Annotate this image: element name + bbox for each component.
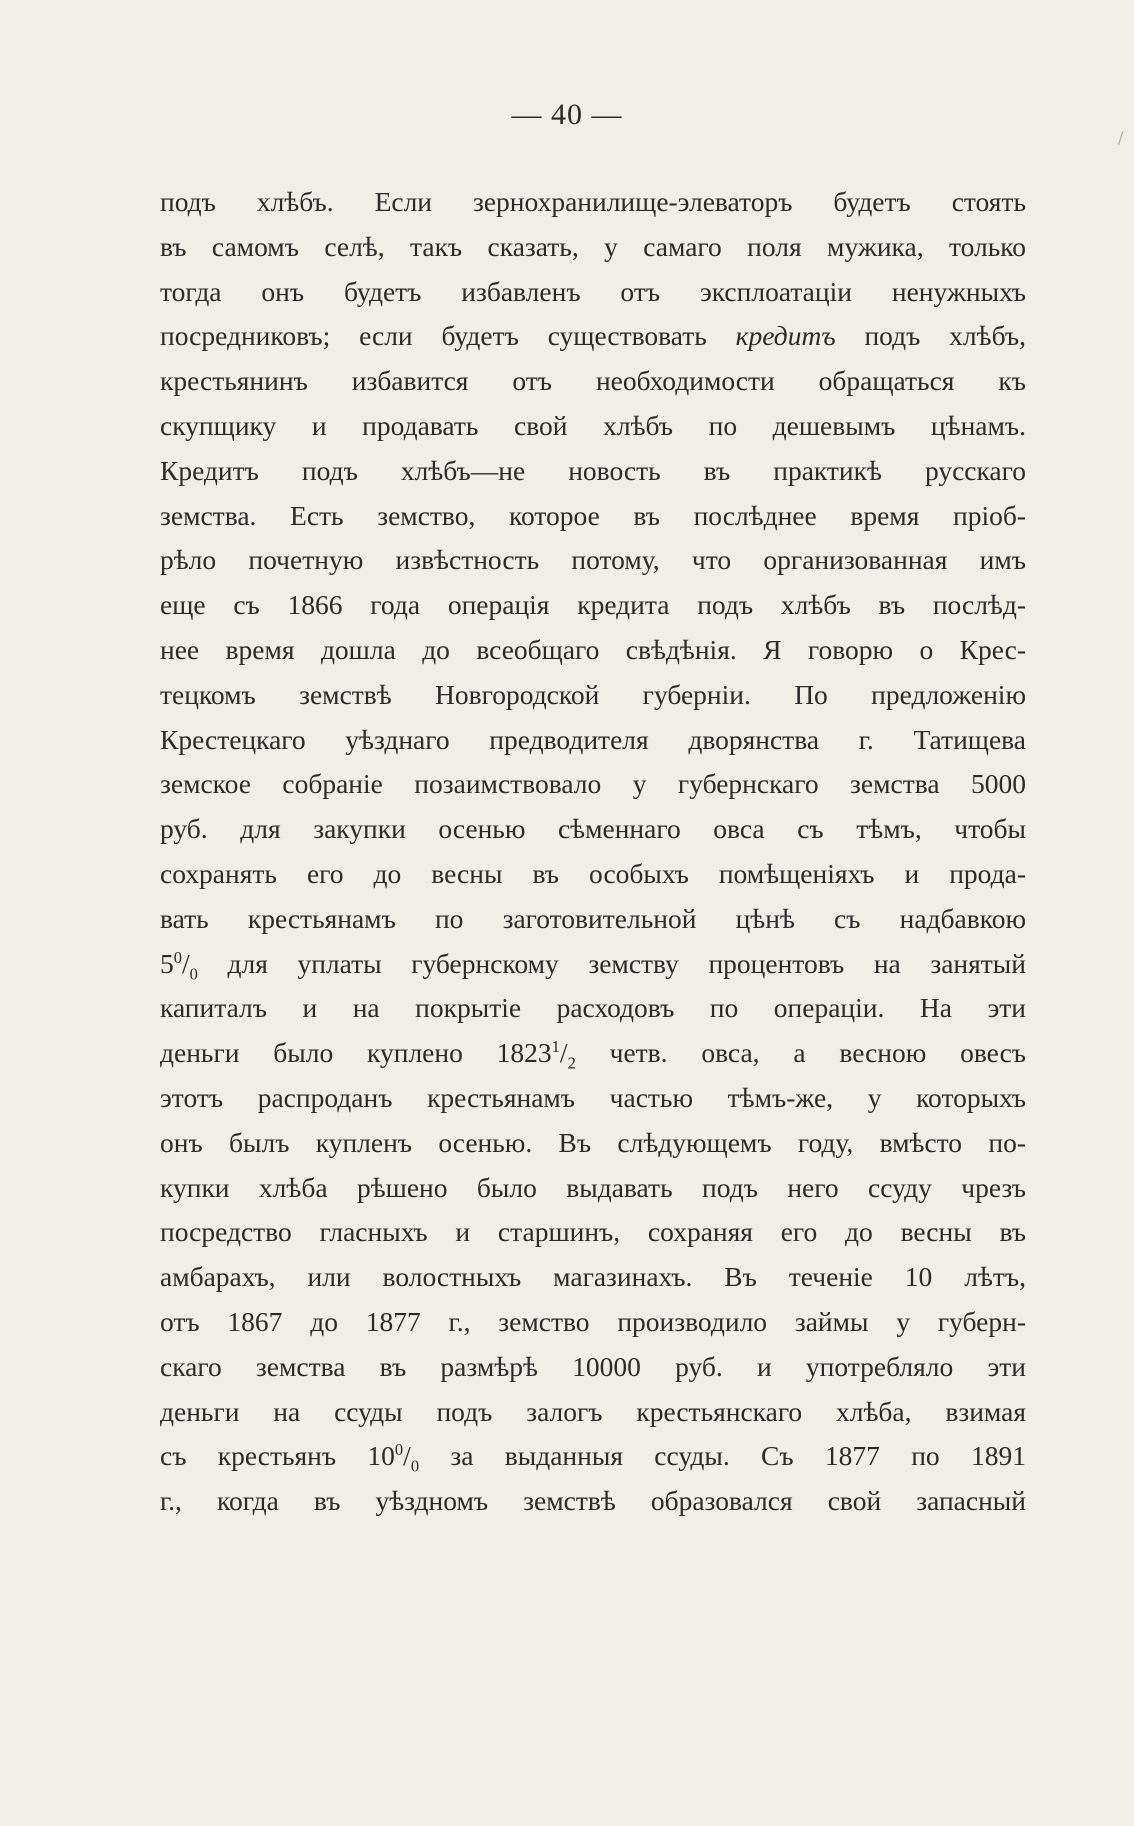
percent-superscript: 0 xyxy=(394,1440,404,1460)
text-line: нее время дошла до всеобщаго свѣдѣнія. Я говорю о Крес- xyxy=(160,633,1026,665)
text-segment: четв. овса, а весною овесъ xyxy=(575,1037,1026,1069)
text-line: крестьянинъ избавится отъ необходимости обращаться къ xyxy=(160,365,1026,397)
text-line: Крестецкаго уѣзднаго предводителя дворянства г. Татищева xyxy=(160,723,1026,755)
text-line: земства. Есть земство, которое въ послѣднее время пріоб- xyxy=(160,499,1026,531)
text-line: подъ хлѣбъ. Если зернохранилище-элеваторъ будетъ стоять xyxy=(160,186,1026,217)
text-line: капиталъ и на покрытіе расходовъ по операціи. На эти xyxy=(160,992,1026,1024)
percent-subscript: 0 xyxy=(189,964,198,984)
text-line: рѣло почетную извѣстность потому, что организованная имъ xyxy=(160,544,1026,576)
text-line: въ самомъ селѣ, такъ сказать, у самаго поля мужика, только xyxy=(160,230,1026,262)
percent-slash: / xyxy=(182,947,190,979)
text-line: отъ 1867 до 1877 г., земство производило займы у губерн- xyxy=(160,1305,1026,1337)
text-line: скупщику и продавать свой хлѣбъ по дешевымъ цѣнамъ. xyxy=(160,409,1026,441)
text-line: еще съ 1866 года операція кредита подъ хлѣбъ въ послѣд- xyxy=(160,589,1026,621)
percent-superscript: 0 xyxy=(173,947,182,967)
percent-slash: / xyxy=(403,1440,411,1472)
text-line xyxy=(160,1031,1026,1076)
text-segment: для уплаты губернскому земству процентовъ на занятый xyxy=(197,947,1026,979)
fraction-numerator: 1 xyxy=(551,1036,560,1056)
fraction-denominator: 2 xyxy=(567,1053,576,1073)
page-number: — 40 — xyxy=(511,98,623,131)
text-segment: за выданныя ссуды. Съ 1877 по 1891 xyxy=(419,1440,1026,1472)
text-line: амбарахъ, или волостныхъ магазинахъ. Въ теченіе 10 лѣтъ, xyxy=(160,1261,1026,1293)
text-line: земское собраніе позаимствовало у губернскаго земства 5000 xyxy=(160,768,1026,800)
text-line xyxy=(160,1434,1026,1479)
text-segment: деньги было куплено 1823 xyxy=(160,1037,552,1069)
scan-mark: / xyxy=(1118,128,1124,147)
text-segment: 5 xyxy=(160,947,174,979)
text-line xyxy=(160,314,1026,359)
text-line: тецкомъ земствѣ Новгородской губерніи. По предложенію xyxy=(160,678,1026,710)
text-line: тогда онъ будетъ избавленъ отъ эксплоатаціи ненужныхъ xyxy=(160,275,1026,307)
fraction-slash: / xyxy=(559,1037,568,1069)
text-line: деньги на ссуды подъ залогъ крестьянскаго хлѣба, взимая xyxy=(160,1395,1026,1427)
page-body-text xyxy=(160,180,1026,1524)
text-line xyxy=(160,942,1026,987)
text-line: вать крестьянамъ по заготовительной цѣнѣ съ надбавкою xyxy=(160,902,1026,934)
text-line: г., когда въ уѣздномъ земствѣ образовался свой запасный xyxy=(160,1485,1026,1517)
text-line: купки хлѣба рѣшено было выдавать подъ него ссуду чрезъ xyxy=(160,1171,1026,1203)
text-segment: посредниковъ; если будетъ существовать xyxy=(160,320,736,352)
text-line: этотъ распроданъ крестьянамъ частью тѣмъ-же, у которыхъ xyxy=(160,1081,1026,1113)
text-line: Кредитъ подъ хлѣбъ—не новость въ практикѣ русскаго xyxy=(160,454,1026,486)
text-line: посредство гласныхъ и старшинъ, сохраняя его до весны въ xyxy=(160,1216,1026,1248)
percent-subscript: 0 xyxy=(410,1456,420,1476)
text-segment: съ крестьянъ 10 xyxy=(160,1440,395,1472)
text-line: руб. для закупки осенью сѣменнаго овса съ тѣмъ, чтобы xyxy=(160,813,1026,845)
text-line: скаго земства въ размѣрѣ 10000 руб. и употребляло эти xyxy=(160,1350,1026,1382)
text-segment: подъ хлѣбъ, xyxy=(835,320,1026,352)
italic-term: кредитъ xyxy=(735,320,836,352)
text-line: сохранять его до весны въ особыхъ помѣщеніяхъ и прода- xyxy=(160,857,1026,889)
text-line: онъ былъ купленъ осенью. Въ слѣдующемъ году, вмѣсто по- xyxy=(160,1126,1026,1158)
